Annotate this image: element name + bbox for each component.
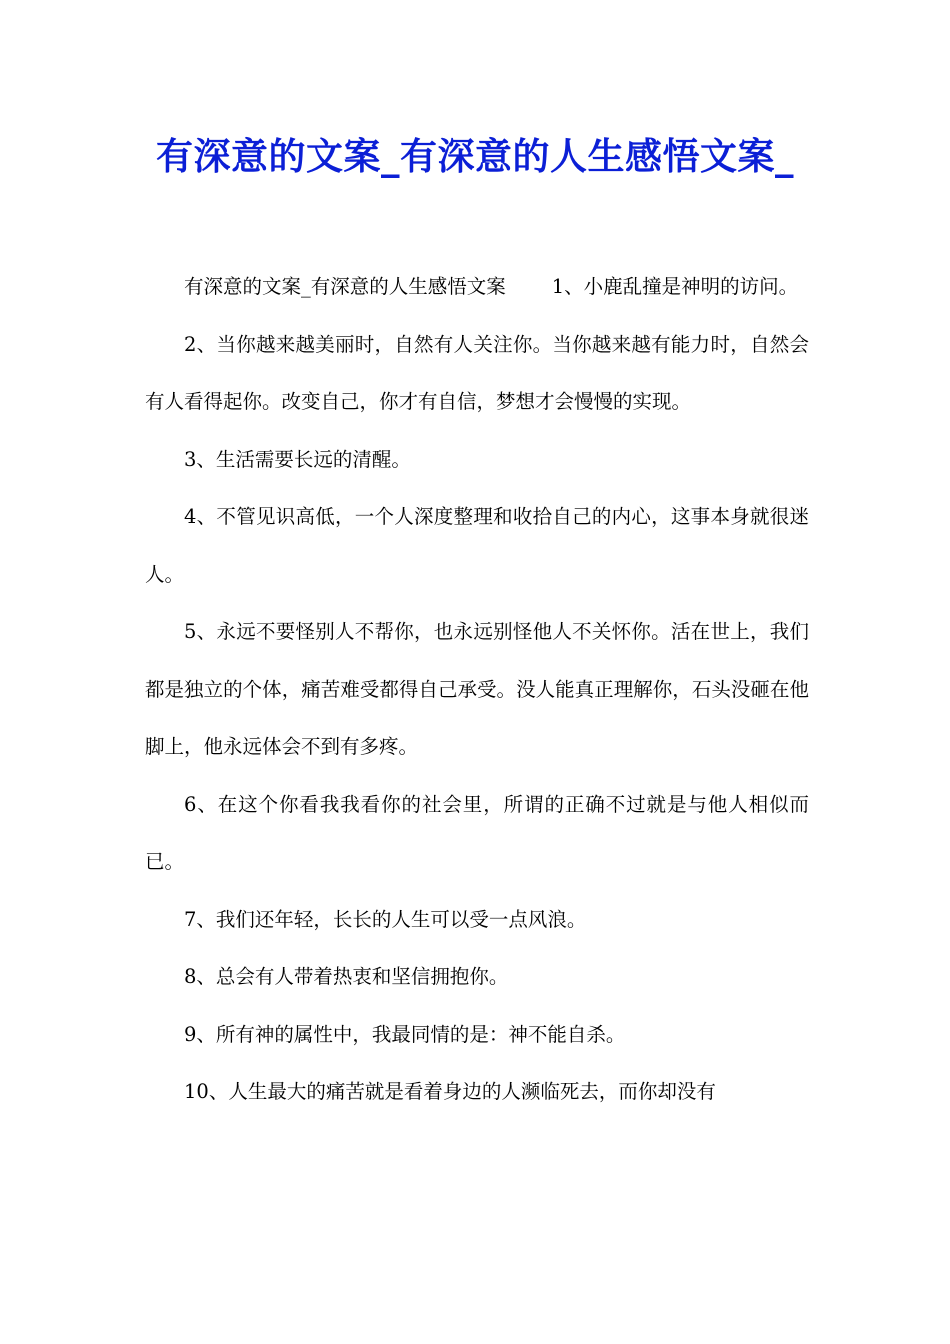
paragraph-item-4: 4、不管见识高低，一个人深度整理和收拾自己的内心，这事本身就很迷人。 bbox=[145, 505, 809, 586]
paragraph-item-3: 3、生活需要长远的清醒。 bbox=[184, 447, 411, 471]
paragraph-item-7: 7、我们还年轻，长长的人生可以受一点风浪。 bbox=[184, 907, 587, 931]
paragraph-item-9: 9、所有神的属性中，我最同情的是：神不能自杀。 bbox=[184, 1022, 626, 1046]
paragraph-item-8: 8、总会有人带着热衷和坚信拥抱你。 bbox=[184, 965, 509, 988]
document-title: 有深意的文案_有深意的人生感悟文案_ bbox=[156, 134, 794, 178]
paragraph-intro bbox=[145, 258, 809, 316]
item-1-text: 1、小鹿乱撞是神明的访问。 bbox=[551, 275, 799, 298]
intro-text: 有深意的文案_有深意的人生感悟文案 bbox=[184, 275, 506, 298]
paragraph-item-10: 10、人生最大的痛苦就是看着身边的人濒临死去，而你却没有 bbox=[184, 1080, 716, 1103]
paragraph-item-6: 6、在这个你看我我看你的社会里，所谓的正确不过就是与他人相似而已。 bbox=[145, 792, 809, 873]
paragraph-item-5: 5、永远不要怪别人不帮你，也永远别怪他人不关怀你。活在世上，我们都是独立的个体，痛苦难受都得自己承受。没人能真正理解你，石头没砸在他脚上，他永远体会不到有多疼。 bbox=[145, 620, 809, 758]
document-body bbox=[145, 258, 809, 1121]
paragraph-item-2: 2、当你越来越美丽时，自然有人关注你。当你越来越有能力时，自然会有人看得起你。改变自己，你才有自信，梦想才会慢慢的实现。 bbox=[145, 332, 809, 413]
